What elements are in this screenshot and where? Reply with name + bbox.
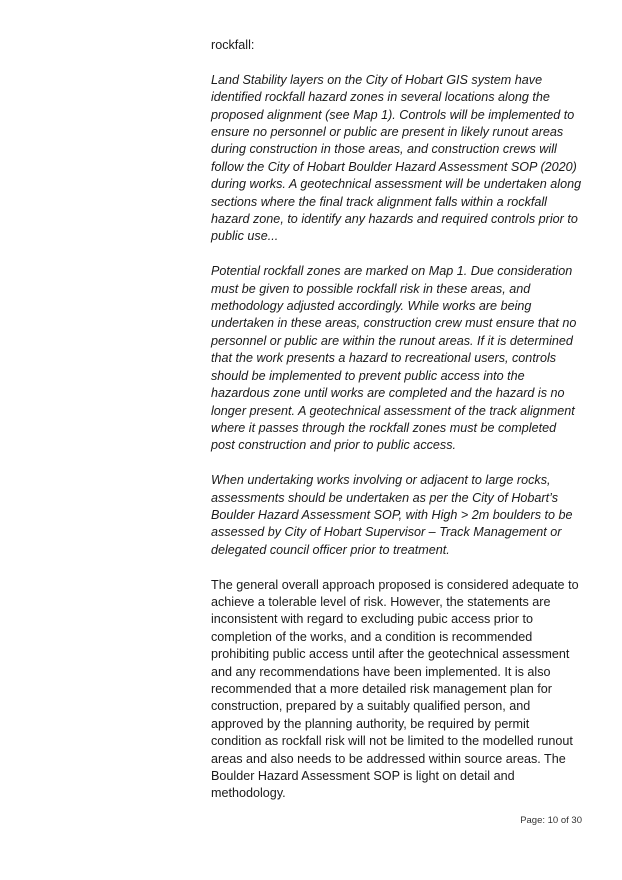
quoted-paragraph-potential-rockfall: Potential rockfall zones are marked on Map 1. Due consideration must be given to possible rockfall risk in these areas, and methodology adjusted accordingly. While works are being undertaken in these areas, construction crew must ensure that no personnel or public are within the runout areas. If it is determined that the work presents a hazard to recreational users, controls should be implemented to prevent public access into the hazardous zone until works are completed and the hazard is no longer present. A geotechnical assessment of the track alignment where it passes through the rockfall zones must be completed post construction and prior to public access.: [211, 264, 577, 453]
document-body: [211, 37, 583, 820]
page-number: Page: 10 of 30: [520, 815, 582, 826]
paragraph-rockfall-heading: rockfall:: [211, 38, 255, 52]
paragraph-assessment: The general overall approach proposed is considered adequate to achieve a tolerable level of risk. However, the statements are inconsistent with regard to excluding pubic access prior to completion of the works, and a condition is recommended prohibiting public access until after the geotechnical assessment and any recommendations have been implemented. It is also recommended that a more detailed risk management plan for construction, prepared by a suitably qualified person, and approved by the planning authority, be required by permit condition as rockfall risk will not be limited to the modelled runout areas and also needs to be addressed within source areas. The Boulder Hazard Assessment SOP is light on detail and methodology.: [211, 577, 579, 801]
quoted-paragraph-large-rocks: When undertaking works involving or adjacent to large rocks, assessments should be undertaken as per the City of Hobart’s Boulder Hazard Assessment SOP, with High > 2m boulders to be assessed by City of Hobart Supervisor – Track Management or delegated council officer prior to treatment.: [211, 473, 573, 557]
quoted-paragraph-land-stability: Land Stability layers on the City of Hobart GIS system have identified rockfall hazard zones in several locations along the proposed alignment (see Map 1). Controls will be implemented to ensure no personnel or public are present in likely runout areas during construction in those areas, and construction crews will follow the City of Hobart Boulder Hazard Assessment SOP (2020) during works. A geotechnical assessment will be undertaken along sections where the final track alignment falls within a rockfall hazard zone, to identify any hazards and required controls prior to public use...: [211, 72, 582, 244]
